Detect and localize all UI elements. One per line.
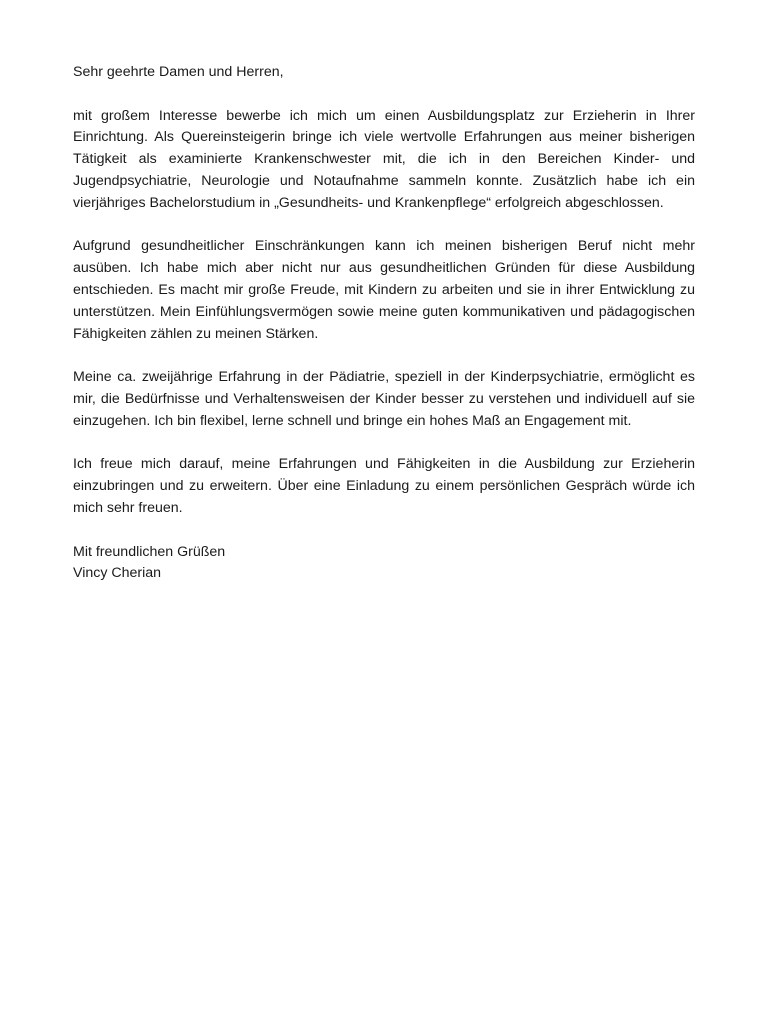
closing: Mit freundlichen Grüßen xyxy=(73,543,226,560)
paragraph-motivation: mit großem Interesse bewerbe ich mich um einen Ausbildungsplatz zur Erzieherin in Ihrer Einrichtung. Als Quereinsteigerin bringe ich viele wertvolle Erfahrungen aus meiner bisherigen Tätigkeit als examinierte Krankenschwester mit, die ich in den Bereichen Kinder- und Jugendpsychiatrie, Neurologie und Notaufnahme sammeln konnte. Zusätzlich habe ich ein vierjähriges Bachelorstudium in „Gesundheits- und Krankenpflege“ erfolgreich abgeschlossen. xyxy=(73,107,695,211)
signature: Vincy Cherian xyxy=(73,565,162,582)
paragraph-experience: Meine ca. zweijährige Erfahrung in der Pädiatrie, speziell in der Kinderpsychiatrie, ermöglicht es mir, die Bedürfnisse und Verhaltensweisen der Kinder besser zu verstehen und individuell auf sie einzugehen. Ich bin flexibel, lerne schnell und bringe ein hohes Maß an Engagement mit. xyxy=(73,369,695,429)
salutation: Sehr geehrte Damen und Herren, xyxy=(73,64,284,80)
paragraph-outlook: Ich freue mich darauf, meine Erfahrungen und Fähigkeiten in die Ausbildung zur Erzieherin einzubringen und zu erweitern. Über eine Einladung zu einem persönlichen Gespräch würde ich mich sehr freuen. xyxy=(73,456,695,516)
paragraph-reason: Aufgrund gesundheitlicher Einschränkungen kann ich meinen bisherigen Beruf nicht mehr ausüben. Ich habe mich aber nicht nur aus gesundheitlichen Gründen für diese Ausbildung entschieden. Es macht mir große Freude, mit Kindern zu arbeiten und sie in ihrer Entwicklung zu unterstützen. Mein Einfühlungsvermögen sowie meine guten kommunikativen und pädagogischen Fähigkeiten zählen zu meinen Stärken. xyxy=(73,238,695,342)
letter-body xyxy=(73,62,695,585)
